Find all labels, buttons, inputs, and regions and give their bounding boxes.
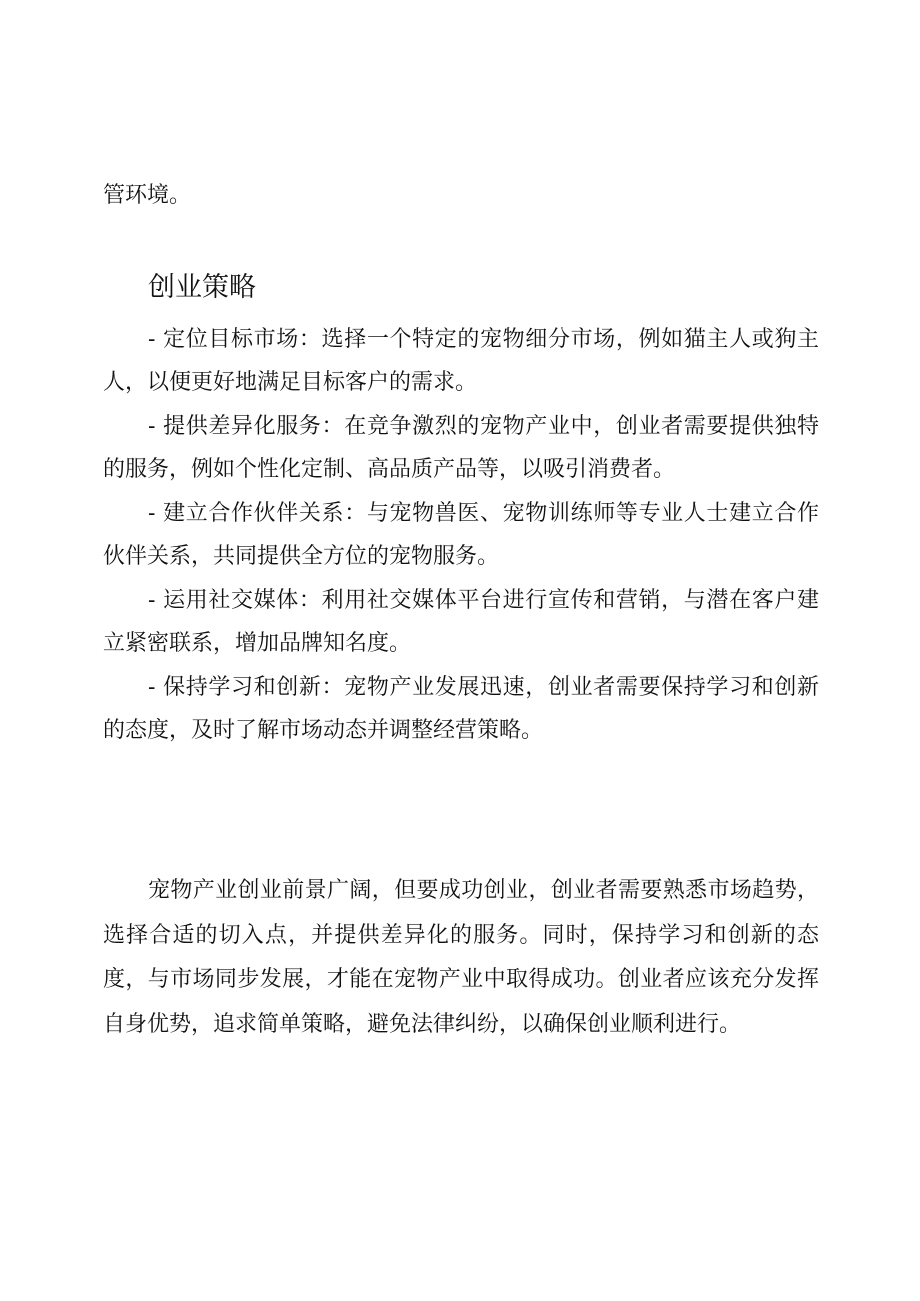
conclusion-paragraph: 宠物产业创业前景广阔，但要成功创业，创业者需要熟悉市场趋势，选择合适的切入点，并提供差异化的服务。同时，保持学习和创新的态度，与市场同步发展，才能在宠物产业中取得成功。创业者应该充分发挥自身优势，追求简单策略，避免法律纠纷，以确保创业顺利进行。: [103, 878, 819, 1037]
section-heading: 创业策略: [148, 272, 256, 303]
strategy-item-social-media: - 运用社交媒体：利用社交媒体平台进行宣传和营销，与潜在客户建立紧密联系，增加品牌知名度。: [103, 588, 819, 656]
strategy-item-differentiated-service: - 提供差异化服务：在竞争激烈的宠物产业中，创业者需要提供独特的服务，例如个性化定制、高品质产品等，以吸引消费者。: [103, 414, 819, 482]
strategy-item-partnerships: - 建立合作伙伴关系：与宠物兽医、宠物训练师等专业人士建立合作伙伴关系，共同提供全方位的宠物服务。: [103, 501, 819, 569]
strategy-item-target-market: - 定位目标市场：选择一个特定的宠物细分市场，例如猫主人或狗主人，以便更好地满足目标客户的需求。: [103, 327, 819, 395]
continuation-paragraph: 管环境。: [103, 183, 192, 208]
strategy-item-learning-innovation: - 保持学习和创新：宠物产业发展迅速，创业者需要保持学习和创新的态度，及时了解市场动态并调整经营策略。: [103, 675, 819, 743]
